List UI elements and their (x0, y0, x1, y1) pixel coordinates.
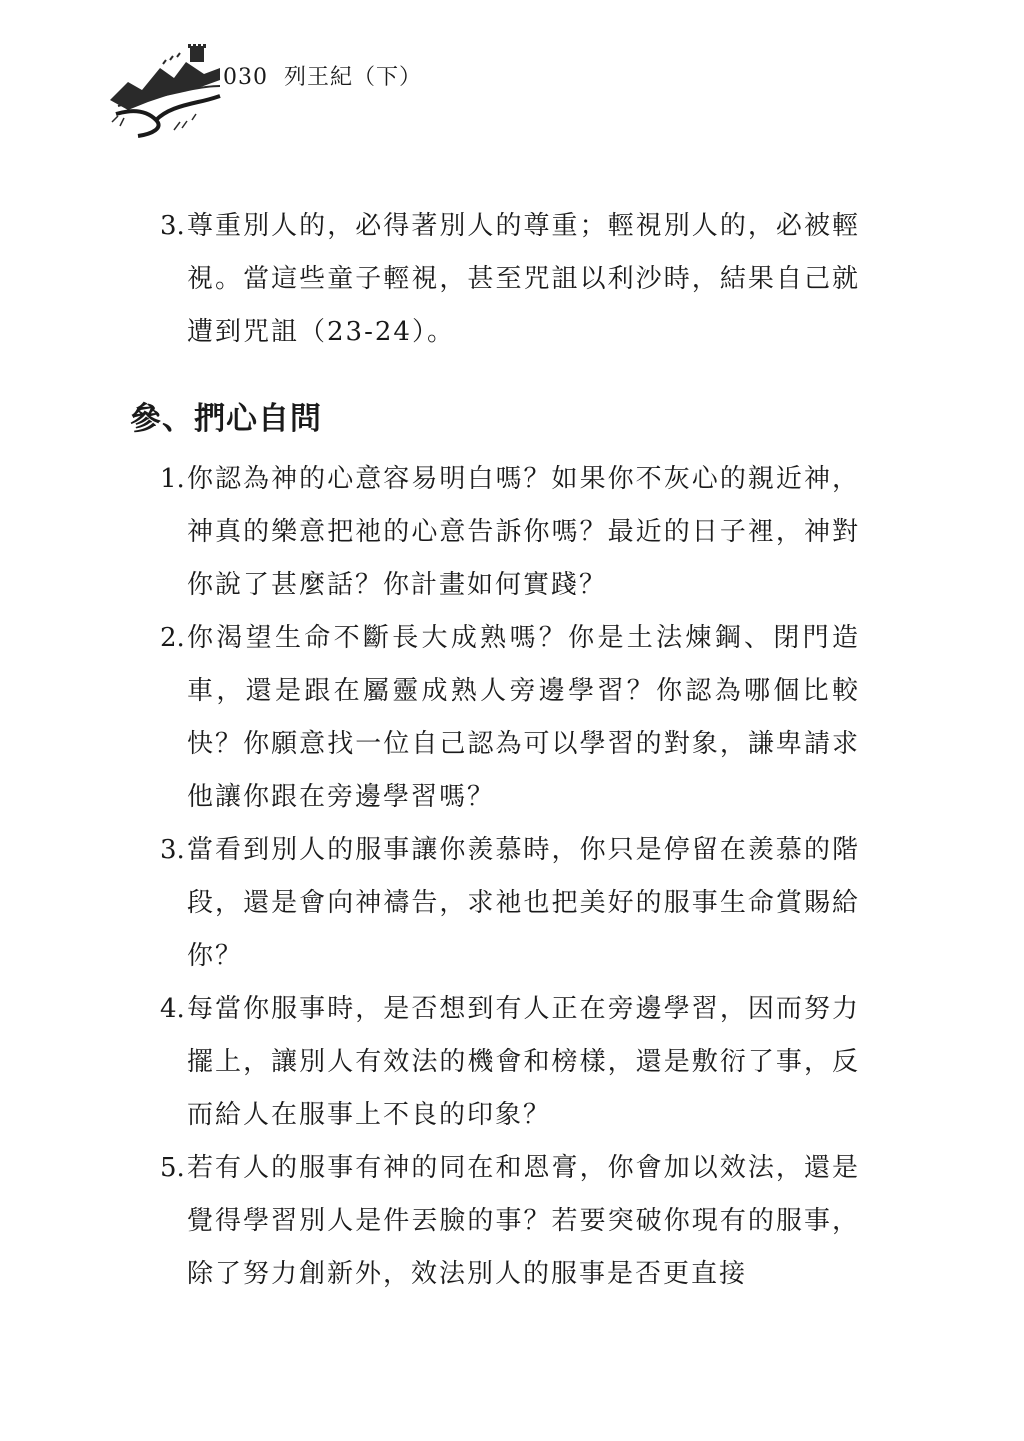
list-item (130, 200, 860, 359)
item-text: 每當你服事時，是否想到有人正在旁邊學習，因而努力擺上，讓別人有效法的機會和榜樣，還是敷衍了事，反而給人在服事上不良的印象？ (187, 994, 860, 1130)
book-title: 列王紀（下） (284, 65, 423, 90)
item-number: 4. (160, 994, 185, 1024)
item-text: 若有人的服事有神的同在和恩膏，你會加以效法，還是覺得學習別人是件丟臉的事？若要突破你現有的服事，除了努力創新外，效法別人的服事是否更直接 (187, 1153, 860, 1289)
page-header (108, 40, 528, 150)
list-item (130, 612, 860, 824)
list-item (130, 983, 860, 1142)
header-title (223, 60, 422, 91)
item-number: 3. (160, 211, 185, 241)
section-heading: 參、捫心自問 (130, 401, 322, 437)
item-text: 你認為神的心意容易明白嗎？如果你不灰心的親近神，神真的樂意把祂的心意告訴你嗎？最近的日子裡，神對你說了甚麼話？你計畫如何實踐？ (187, 464, 860, 600)
list-item (130, 1142, 860, 1301)
item-number: 5. (160, 1153, 185, 1183)
item-text: 當看到別人的服事讓你羨慕時，你只是停留在羨慕的階段，還是會向神禱告，求祂也把美好的服事生命賞賜給你？ (187, 835, 860, 971)
great-wall-icon (108, 40, 223, 140)
page-content (130, 200, 860, 1301)
item-number: 1. (160, 464, 185, 494)
item-number: 3. (160, 835, 185, 865)
item-text: 你渴望生命不斷長大成熟嗎？你是土法煉鋼、閉門造車，還是跟在屬靈成熟人旁邊學習？你認為哪個比較快？你願意找一位自己認為可以學習的對象，謙卑請求他讓你跟在旁邊學習嗎？ (187, 623, 860, 812)
page-number: 030 (223, 65, 268, 90)
list-item (130, 453, 860, 612)
item-number: 2. (160, 623, 185, 653)
list-item (130, 824, 860, 983)
item-text: 尊重別人的，必得著別人的尊重；輕視別人的，必被輕視。當這些童子輕視，甚至咒詛以利沙時，結果自己就遭到咒詛（23-24）。 (187, 211, 860, 347)
